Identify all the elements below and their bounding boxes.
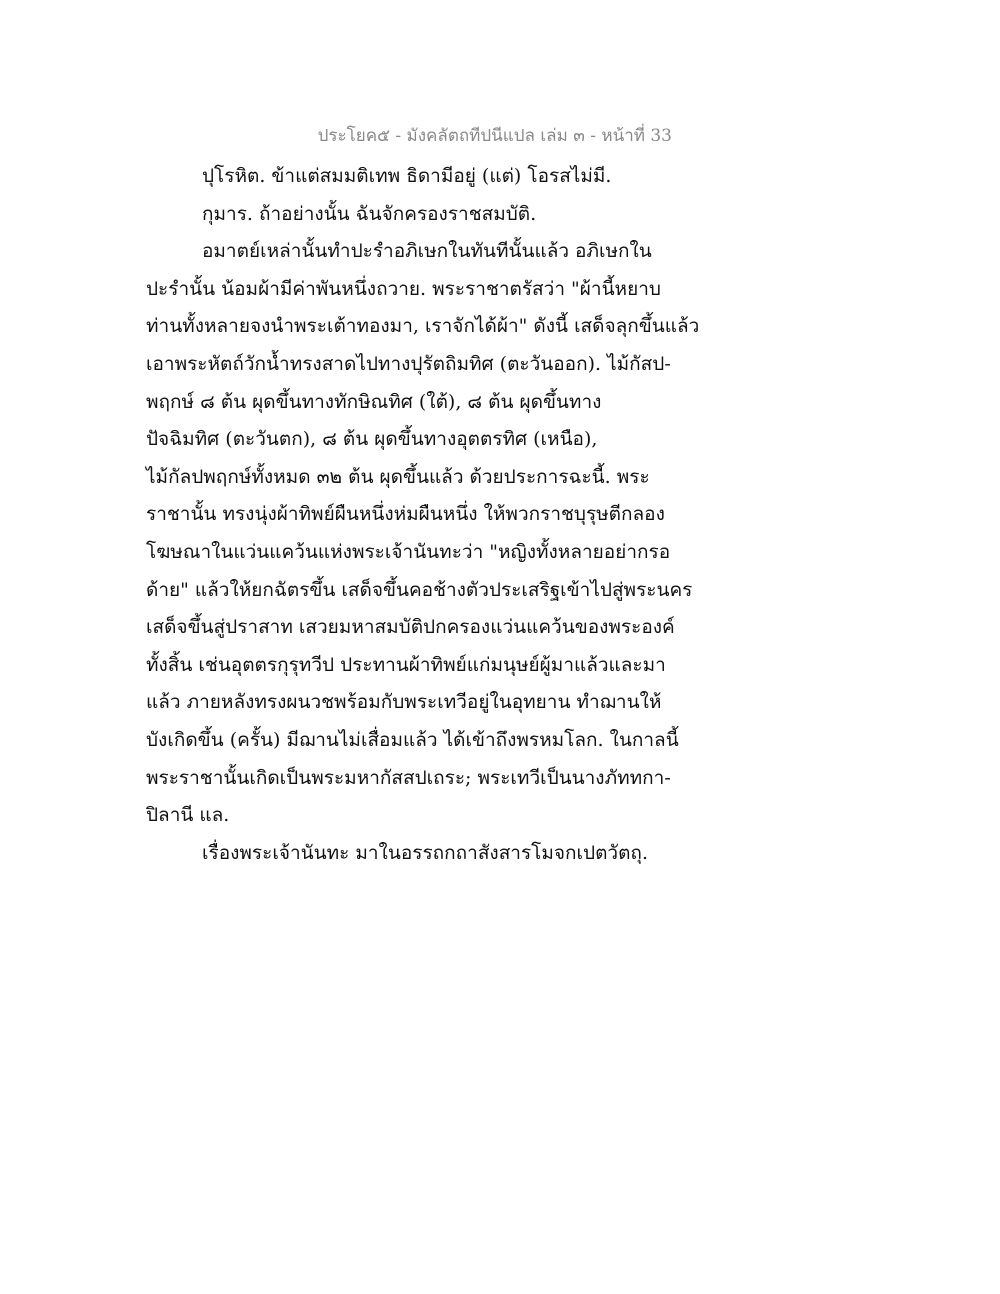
text-line: ปิลานี แล.: [146, 804, 230, 827]
text-line: ไม้กัลปพฤกษ์ทั้งหมด ๓๒ ต้น ผุดขึ้นแล้ว ด้วยประการฉะนี้. พระ: [146, 465, 650, 488]
text-line: ปัจฉิมทิศ (ตะวันตก), ๘ ต้น ผุดขึ้นทางอุตตรทิศ (เหนือ),: [146, 428, 598, 451]
text-line: แล้ว ภายหลังทรงผนวชพร้อมกับพระเทวีอยู่ในอุทยาน ทำฌานให้: [146, 691, 662, 714]
text-line: ด้าย" แล้วให้ยกฉัตรขึ้น เสด็จขึ้นคอช้างตัวประเสริฐเข้าไปสู่พระนคร: [146, 578, 693, 601]
text-line: อมาตย์เหล่านั้นทำปะรำอภิเษกในทันทีนั้นแล้ว อภิเษกใน: [202, 240, 652, 263]
text-line: เสด็จขึ้นสู่ปราสาท เสวยมหาสมบัติปกครองแว่นแคว้นของพระองค์: [146, 616, 675, 639]
text-line: พระราชานั้นเกิดเป็นพระมหากัสสปเถระ; พระเทวีเป็นนางภัททกา-: [146, 766, 671, 789]
text-line: ปุโรหิต. ข้าแต่สมมติเทพ ธิดามีอยู่ (แต่) โอรสไม่มี.: [202, 165, 612, 187]
text-line: พฤกษ์ ๘ ต้น ผุดขึ้นทางทักษิณทิศ (ใต้), ๘ ต้น ผุดขึ้นทาง: [146, 390, 602, 413]
text-line: ทั้งสิ้น เช่นอุตตรกุรุทวีป ประทานผ้าทิพย์แก่มนุษย์ผู้มาแล้วและมา: [146, 653, 666, 676]
text-line: ปะรำนั้น น้อมผ้ามีค่าพันหนึ่งถวาย. พระราชาตรัสว่า "ผ้านี้หยาบ: [146, 277, 661, 300]
document-body: [146, 158, 706, 872]
text-line: บังเกิดขึ้น (ครั้น) มีฌานไม่เสื่อมแล้ว ได้เข้าถึงพรหมโลก. ในกาลนี้: [146, 728, 679, 751]
text-line: เอาพระหัตถ์วักน้ำทรงสาดไปทางปุรัตถิมทิศ (ตะวันออก). ไม้กัสป-: [146, 352, 671, 375]
running-header: ประโยค๕ - มังคลัตถทีปนีแปล เล่ม ๓ - หน้าที่ 33: [317, 126, 672, 146]
text-line: ท่านทั้งหลายจงนำพระเต้าทองมา, เราจักได้ผ้า" ดังนี้ เสด็จลุกขึ้นแล้ว: [146, 315, 700, 338]
text-line: กุมาร. ถ้าอย่างนั้น ฉันจักครองราชสมบัติ.: [202, 202, 537, 225]
text-line: เรื่องพระเจ้านันทะ มาในอรรถกถาสังสารโมจกเปตวัตถุ.: [202, 841, 648, 864]
text-line: ราชานั้น ทรงนุ่งผ้าทิพย์ผืนหนึ่งห่มผืนหนึ่ง ให้พวกราชบุรุษตีกลอง: [146, 503, 665, 526]
text-line: โฆษณาในแว่นแคว้นแห่งพระเจ้านันทะว่า "หญิงทั้งหลายอย่ากรอ: [146, 540, 671, 563]
